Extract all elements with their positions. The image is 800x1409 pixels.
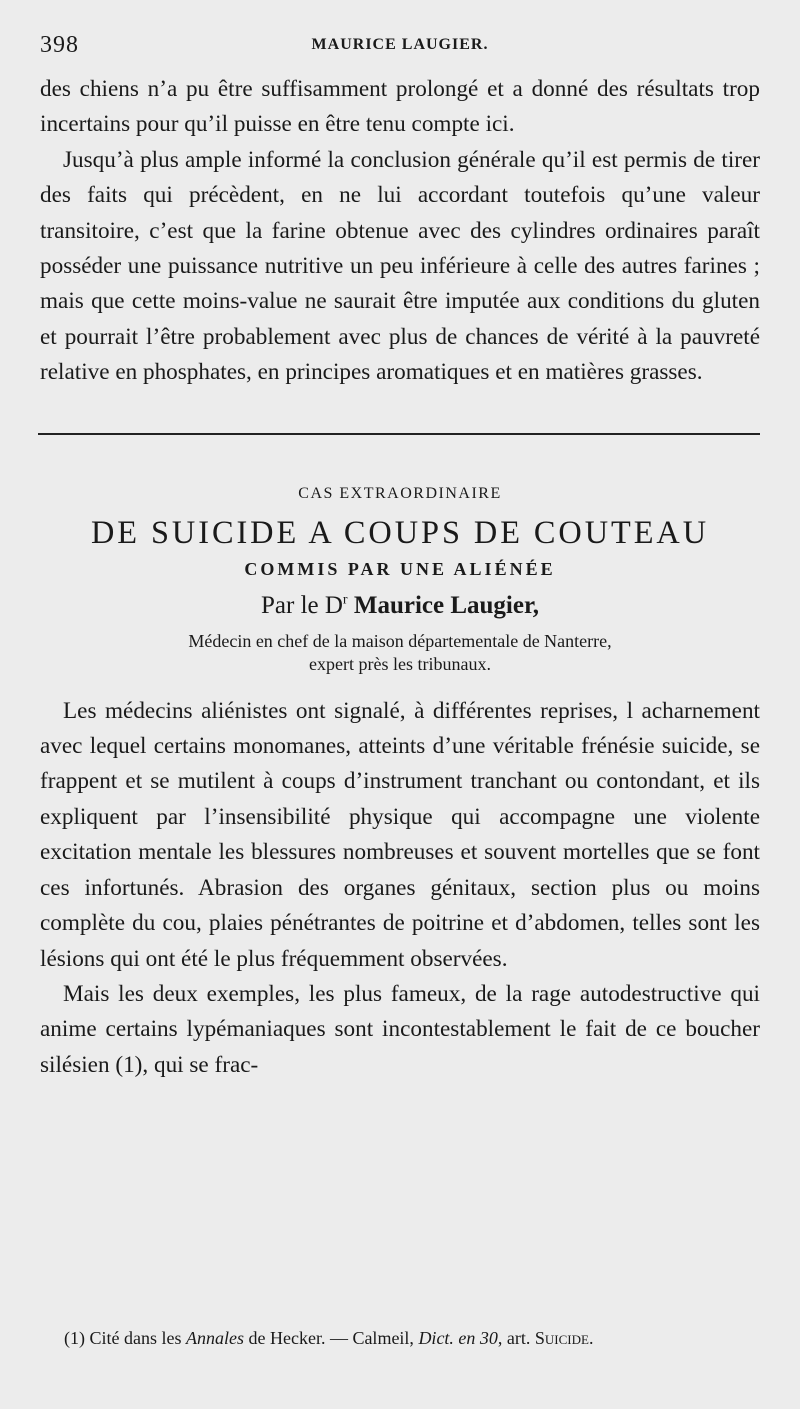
footnote-marker: (1) Cité dans les [64, 1328, 186, 1348]
running-title: MAURICE LAUGIER. [311, 36, 489, 53]
paragraph: Jusqu’à plus ample informé la conclusion générale qu’il est permis de tirer des faits qui précèdent, en ne lui accordant toutefois qu’une valeur transitoire, c’est que la farine obtenue avec des cylindres ordinaires paraît posséder une puissance nutritive un peu inférieure à celle des autres farines ; mais que cette moins-value ne saurait être imputée aux conditions du gluten et pourrait l’être probablement avec plus de chances de vérité à la pauvreté relative en phosphates, en principes aromatiques et en matières grasses. [40, 146, 760, 386]
previous-article-text [40, 72, 760, 391]
article-kicker: CAS EXTRAORDINAIRE [298, 484, 502, 502]
article-subtitle: COMMIS PAR UNE ALIÉNÉE [244, 558, 556, 579]
author-name: Maurice Laugier, [353, 591, 539, 619]
byline-prefix-text: Par le D [261, 591, 343, 619]
paragraph: Mais les deux exemples, les plus fameux, de la rage autodestructive qui anime certains lypémaniaques sont incontestablement le fait de ce boucher silésien (1), qui se frac- [40, 980, 760, 1078]
footnote-entry: Suicide. [534, 1328, 594, 1348]
affiliation-line: Médecin en chef de la maison départementale de Nanterre, [188, 630, 612, 651]
article-title: DE SUICIDE A COUPS DE COUTEAU [90, 514, 710, 551]
byline-prefix [261, 592, 348, 619]
section-divider [38, 433, 760, 435]
byline-sup: r [342, 592, 348, 608]
article-body [40, 694, 760, 1083]
footnote-journal: Annales [185, 1328, 244, 1348]
running-head [40, 32, 760, 72]
author-affiliation [40, 630, 760, 676]
footnote-text: , art. [497, 1328, 535, 1348]
article-byline [40, 592, 760, 620]
paragraph: Les médecins aliénistes ont signalé, à différentes reprises, l acharnement avec lequel certains monomanes, atteints d’une véritable frénésie suicide, se frappent et se mutilent à coups d’instrument tranchant ou contondant, et ils expliquent par l’insensibilité physique qui accompagne une violente excitation mentale les blessures nombreuses et souvent mortelles que se font ces infortunés. Abrasion des organes génitaux, section plus ou moins complète du cou, plaies pénétrantes de poitrine et d’abdomen, telles sont les lésions qui ont été le plus fréquemment observées. [40, 697, 760, 972]
footnote-dict: Dict. en 30 [418, 1328, 498, 1348]
footnote [40, 1326, 760, 1350]
paragraph: des chiens n’a pu être suffisamment prolongé et a donné des résultats trop incertains pour qu’il puisse en être tenu compte ici. [40, 76, 760, 138]
page-number: 398 [40, 32, 79, 58]
affiliation-line: expert près les tribunaux. [309, 653, 491, 674]
footnote-text: de Hecker. — Calmeil, [243, 1328, 419, 1348]
